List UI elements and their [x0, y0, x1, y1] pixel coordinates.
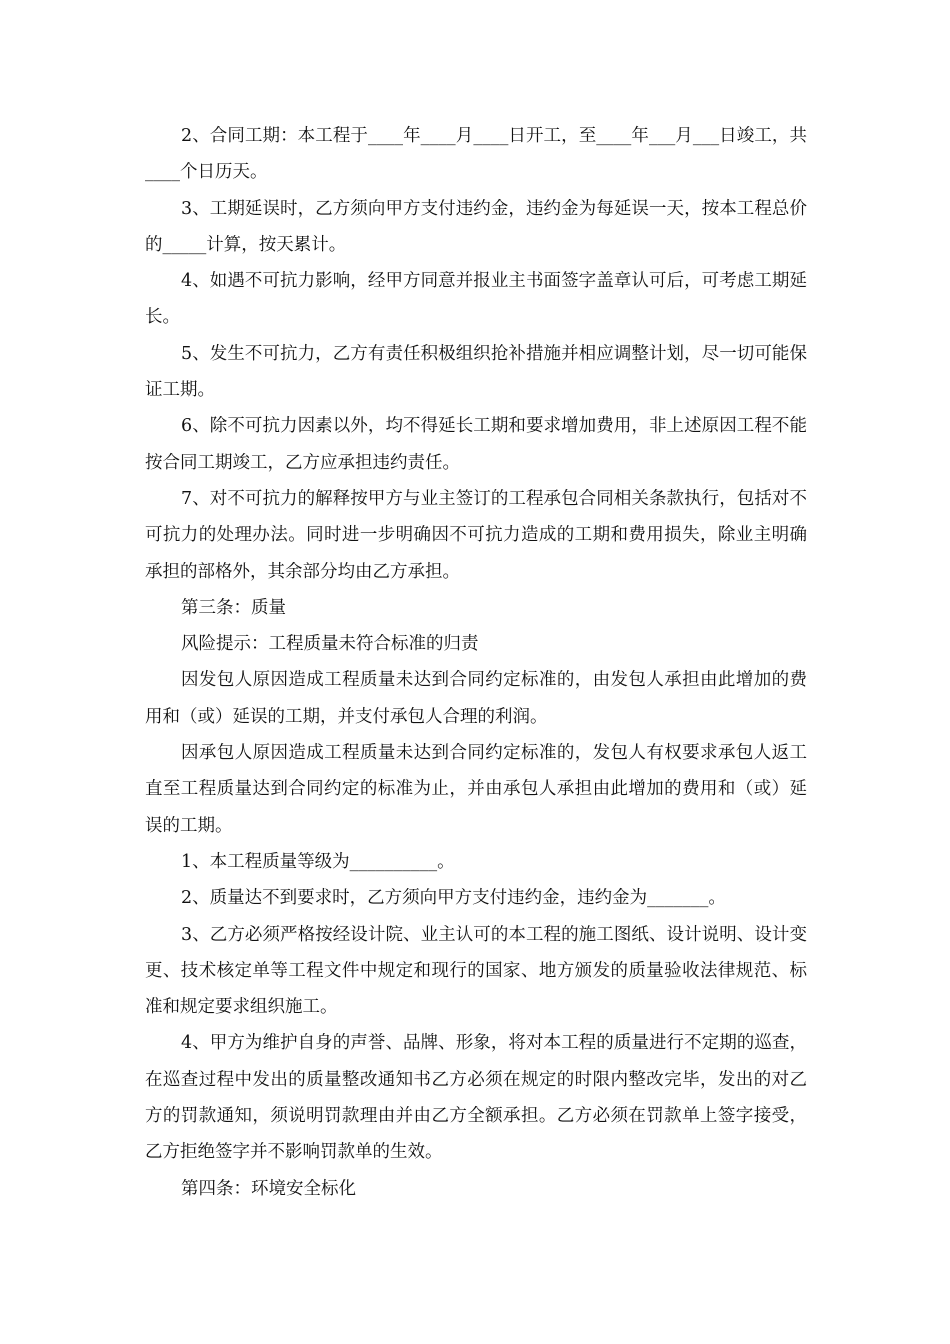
quality-clause-1: 1、本工程质量等级为__________。 — [181, 851, 455, 872]
section-heading-environment-safety: 第四条：环境安全标化 — [181, 1178, 356, 1199]
employer-quality-liability: 因发包人原因造成工程质量未达到合同约定标准的，由发包人承担由此增加的费用和（或）延误的工期，并支付承包人合理的利润。 — [145, 670, 807, 727]
clause-4-force-majeure-extension: 4、如遇不可抗力影响，经甲方同意并报业主书面签字盖章认可后，可考虑工期延长。 — [145, 271, 807, 328]
clause-3-delay-penalty: 3、工期延误时，乙方须向甲方支付违约金，违约金为每延误一天，按本工程总价的_____计算，按天累计。 — [145, 198, 807, 255]
risk-notice: 风险提示：工程质量未符合标准的归责 — [181, 634, 479, 655]
quality-clause-4: 4、甲方为维护自身的声誉、品牌、形象，将对本工程的质量进行不定期的巡查，在巡查过程中发出的质量整改通知书乙方必须在规定的时限内整改完毕，发出的对乙方的罚款通知，须说明罚款理由并由乙方全额承担。乙方必须在罚款单上签字接受，乙方拒绝签字并不影响罚款单的生效。 — [145, 1033, 807, 1163]
quality-clause-3: 3、乙方必须严格按经设计院、业主认可的本工程的施工图纸、设计说明、设计变更、技术核定单等工程文件中规定和现行的国家、地方颁发的质量验收法律规范、标准和规定要求组织施工。 — [145, 924, 807, 1018]
quality-clause-2: 2、质量达不到要求时，乙方须向甲方支付违约金，违约金为_______。 — [181, 888, 726, 909]
clause-2-contract-period: 2、合同工期：本工程于____年____月____日开工，至____年___月___日竣工，共____个日历天。 — [145, 126, 807, 183]
document-body — [145, 118, 807, 1207]
section-heading-quality: 第三条：质量 — [181, 597, 286, 618]
clause-5-force-majeure-measures: 5、发生不可抗力，乙方有责任积极组织抢补措施并相应调整计划，尽一切可能保证工期。 — [145, 343, 807, 401]
contractor-quality-liability: 因承包人原因造成工程质量未达到合同约定标准的，发包人有权要求承包人返工直至工程质量达到合同约定的标准为止，并由承包人承担由此增加的费用和（或）延误的工期。 — [145, 743, 807, 836]
clause-6-no-extension: 6、除不可抗力因素以外，均不得延长工期和要求增加费用，非上述原因工程不能按合同工期竣工，乙方应承担违约责任。 — [145, 416, 807, 473]
clause-7-force-majeure-interpretation: 7、对不可抗力的解释按甲方与业主签订的工程承包合同相关条款执行，包括对不可抗力的处理办法。同时进一步明确因不可抗力造成的工期和费用损失，除业主明确承担的部格外，其余部分均由乙方承担。 — [145, 488, 807, 582]
